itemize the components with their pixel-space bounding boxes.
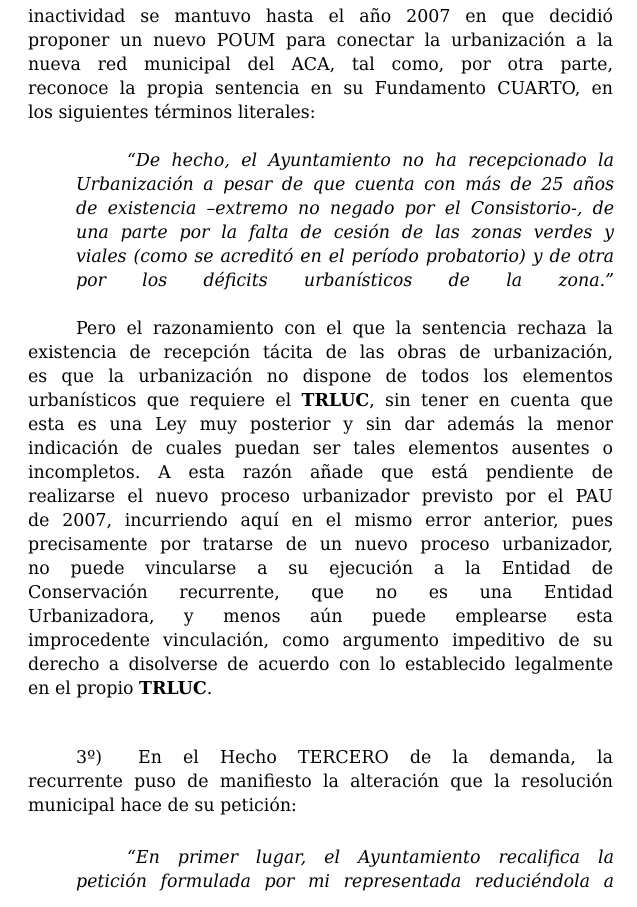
text-line: incompletos. A esta razón añade que está pendiente de bbox=[28, 463, 613, 483]
text-line: Conservación recurrente, que no es una Entidad bbox=[28, 583, 613, 603]
text-line: inactividad se mantuvo hasta el año 2007 en que decidió bbox=[28, 7, 613, 27]
text-segment: , sin tener en cuenta que bbox=[369, 391, 613, 411]
text-line: existencia de recepción tácita de las obras de urbanización, bbox=[28, 343, 613, 363]
text-line: recurrente puso de manifiesto la alteración que la resolución bbox=[28, 772, 613, 792]
text-line: no puede vincularse a su ejecución a la Entidad de bbox=[28, 559, 613, 579]
text-line: nueva red municipal del ACA, tal como, por otra parte, bbox=[28, 55, 613, 75]
text-line: Urbanizadora, y menos aún puede emplearse esta bbox=[28, 607, 613, 627]
text-line: improcedente vinculación, como argumento impeditivo de su bbox=[28, 631, 613, 651]
item-number: 3º) bbox=[76, 748, 103, 768]
text-line-with-bold bbox=[28, 677, 613, 701]
text-line: es que la urbanización no dispone de todos los elementos bbox=[28, 367, 613, 387]
quote-line: una parte por la falta de cesión de las zonas verdes y bbox=[76, 223, 614, 243]
text-line: municipal hace de su petición: bbox=[28, 796, 297, 816]
quote-line: “En primer lugar, el Ayuntamiento recalifica la bbox=[127, 848, 614, 868]
text-line: esta es una Ley muy posterior y sin dar además la menor bbox=[28, 415, 613, 435]
quote-line: por los déficits urbanísticos de la zona.” bbox=[76, 271, 614, 291]
law-abbreviation: TRLUC bbox=[139, 679, 207, 699]
text-line: derecho a disolverse de acuerdo con lo establecido legalmente bbox=[28, 655, 613, 675]
text-line: En el Hecho TERCERO de la demanda, la bbox=[138, 748, 613, 768]
text-segment: urbanísticos que requiere el bbox=[28, 391, 302, 411]
text-segment: . bbox=[206, 679, 213, 699]
text-line: precisamente por tratarse de un nuevo proceso urbanizador, bbox=[28, 535, 613, 555]
text-segment: en el propio bbox=[28, 679, 140, 699]
text-line: Pero el razonamiento con el que la sentencia rechaza la bbox=[76, 319, 613, 339]
text-line: proponer un nuevo POUM para conectar la urbanización a la bbox=[28, 31, 613, 51]
text-line: realizarse el nuevo proceso urbanizador previsto por el PAU bbox=[28, 487, 613, 507]
text-line: indicación de cuales puedan ser tales elementos ausentes o bbox=[28, 439, 613, 459]
quote-line: “De hecho, el Ayuntamiento no ha recepcionado la bbox=[127, 151, 614, 171]
quote-line: viales (como se acreditó en el período probatorio) y de otra bbox=[76, 247, 614, 267]
text-line: reconoce la propia sentencia en su Fundamento CUARTO, en bbox=[28, 79, 613, 99]
quote-line: petición formulada por mi representada reduciéndola a bbox=[76, 872, 614, 892]
text-line: de 2007, incurriendo aquí en el mismo error anterior, pues bbox=[28, 511, 613, 531]
text-line: los siguientes términos literales: bbox=[28, 103, 316, 123]
quote-line: de existencia –extremo no negado por el Consistorio-, de bbox=[76, 199, 614, 219]
law-abbreviation: TRLUC bbox=[301, 391, 370, 411]
quote-line: Urbanización a pesar de que cuenta con más de 25 años bbox=[76, 175, 614, 195]
text-line-with-bold bbox=[28, 389, 613, 413]
